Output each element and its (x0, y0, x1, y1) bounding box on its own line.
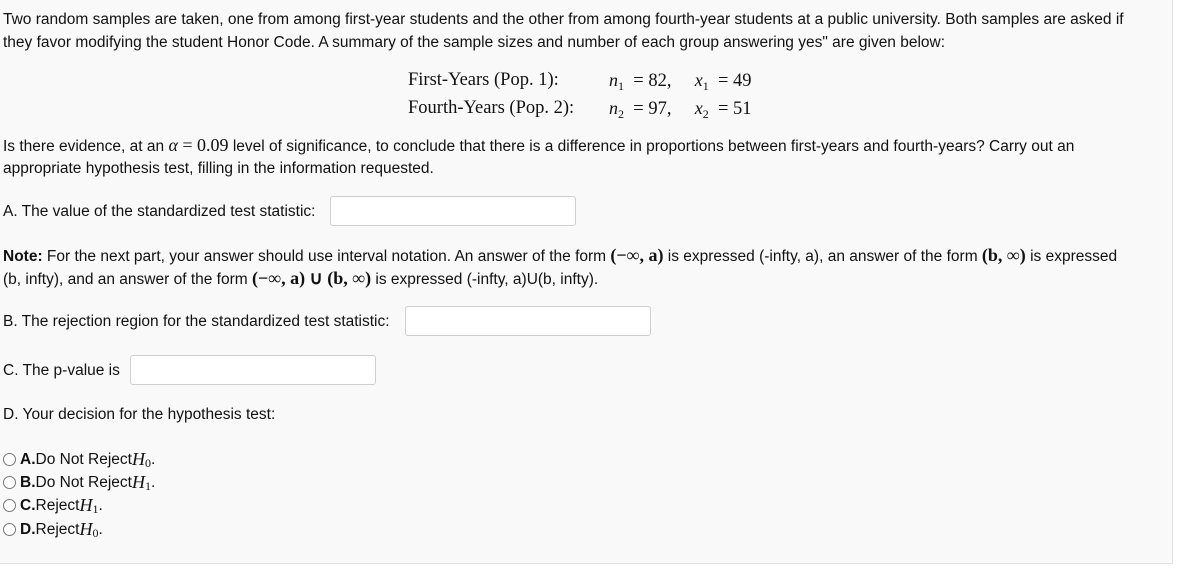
decision-option-d[interactable]: D. Reject H 0 . (3, 518, 103, 541)
decision-option-b[interactable]: B. Do Not Reject H 1 . (3, 471, 155, 494)
note-line-1: Note: For the next part, your answer should use interval notation. An answer of the form (−∞, a) is expressed (-infty, a), an answer of the form (b, ∞) is expressed (3, 245, 1118, 265)
row2-values: $n_2 = 97$, $x_2 = 51$ (609, 98, 752, 121)
row1-values: $n_1 = 82$, $x_1 = 49$ (609, 70, 752, 93)
row2-label: Fourth-Years (Pop. 2): (408, 98, 575, 118)
p-value-input[interactable] (130, 355, 376, 385)
intro-line-1: Two random samples are taken, one from among first-year students and the other from among fourth-year students at a public university. Both samples are asked if (3, 11, 1124, 28)
decision-option-c[interactable]: C. Reject H 1 . (3, 494, 103, 517)
row1-label: First-Years (Pop. 1): (408, 70, 559, 90)
question-line-2: appropriate hypothesis test, filling in the information requested. (3, 160, 434, 177)
part-c-label: C. The p-value is (3, 362, 120, 379)
test-statistic-input[interactable] (330, 196, 576, 226)
question-line-1: Is there evidence, at an α = 0.09 level of significance, to conclude that there is a difference in proportions between first-years and fourth-years? Carry out an (3, 135, 1075, 155)
note-line-2: (b, infty), and an answer of the form (−∞, a) ∪ (b, ∞) is expressed (-infty, a)U(b, infty). (3, 268, 599, 288)
part-a-label: A. The value of the standardized test statistic: (3, 203, 316, 220)
part-b-label: B. The rejection region for the standardized test statistic: (3, 313, 390, 330)
radio-button-c[interactable] (3, 499, 16, 512)
part-d-label: D. Your decision for the hypothesis test: (3, 406, 276, 423)
radio-button-a[interactable] (3, 453, 16, 466)
radio-button-b[interactable] (3, 476, 16, 489)
radio-button-d[interactable] (3, 523, 16, 536)
decision-option-a[interactable]: A. Do Not Reject H 0 . (3, 448, 155, 471)
rejection-region-input[interactable] (405, 306, 651, 336)
intro-line-2: they favor modifying the student Honor Code. A summary of the sample sizes and number of each group answering yes" are given below: (3, 34, 946, 51)
